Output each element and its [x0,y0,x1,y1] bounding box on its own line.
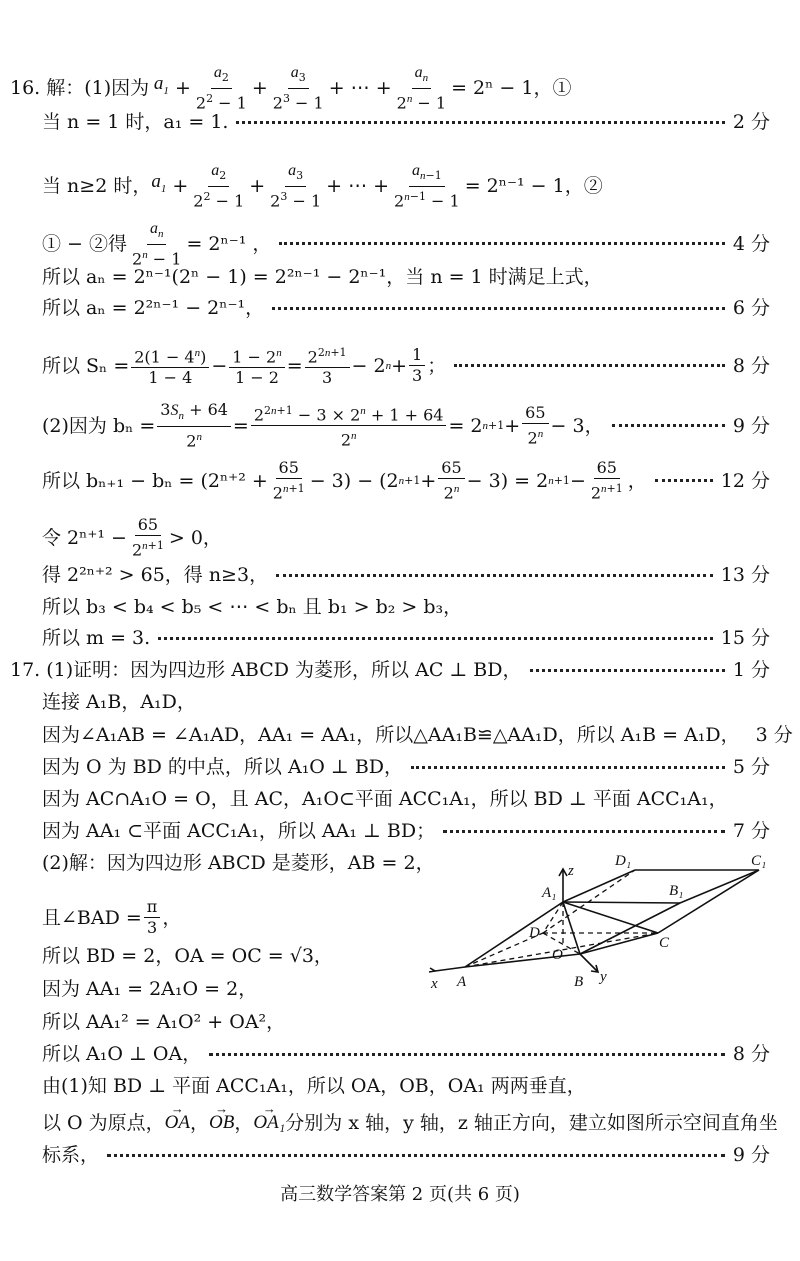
q17-l4-text: 因为 O 为 BD 的中点，所以 A₁O ⊥ BD， [42,756,404,778]
q17-line-5 [42,787,770,811]
leader-dots [272,307,725,310]
q16-l6-text: 所以 aₙ = 2²ⁿ⁻¹ − 2ⁿ⁻¹， [42,297,265,319]
vector-oa1: → OA₁ [253,1111,285,1135]
q17-line-15 [42,1143,770,1167]
leader-dots [209,1053,725,1056]
leader-dots [107,1154,725,1157]
edge-A1-C [563,902,658,933]
q16-line-9: 所以 bₙ₊₁ − bₙ = (2ⁿ⁺² + $\frac{65}{2^{n+1}}$ − 3) − (2 n+1 + $\frac{65}{2^n}$ − 3) = 2 n+1 − $\frac{65}{2^{n+1}}$ ， 12 分 [42,458,770,503]
label-B1: B₁ [669,883,684,899]
leader-dots [158,637,713,640]
q17-l15-text: 标系， [42,1144,100,1166]
q17-l12-text: 所以 A₁O ⊥ OA， [42,1043,202,1065]
q16-l7-lead: 所以 Sₙ = [42,354,130,377]
q16-line-3: 当 n≥2 时， $a_1$ + $\frac{a_2}{2^2 - 1}$ + $\frac{a_3}{2^3 - 1}$ + ⋯ + $\frac{a_{n-1}}{2^{n-1} - 1}$ = 2ⁿ⁻¹ − 1，② [42,162,603,211]
score: 12 分 [720,469,770,492]
label-z-axis: z [568,863,574,879]
q17-l14-tail: 分别为 x 轴，y 轴，z 轴正方向，建立如图所示空间直角坐 [285,1112,778,1134]
leader-dots [454,364,725,367]
vector-ob: → OB [209,1111,234,1135]
q17-l11-text: 所以 AA₁² = A₁O² + OA²， [42,1011,286,1033]
edge-B-C [580,933,658,954]
q16-line-13 [42,626,770,650]
score: 9 分 [732,414,770,437]
label-C: C [659,935,670,951]
score: 6 分 [732,297,770,319]
label-D1: D₁ [615,853,632,869]
leader-dots [655,479,713,482]
label-O: O [552,947,563,963]
q17-line-12 [42,1042,770,1066]
score: 5 分 [732,756,770,778]
q17-line-10 [42,977,420,1001]
q17-l1-text: 17. (1)证明：因为四边形 ABCD 为菱形，所以 AC ⊥ BD， [10,659,522,681]
q16-l9-lead: 所以 bₙ₊₁ − bₙ = (2ⁿ⁺² + [42,469,268,492]
q16-l4-tail: = 2ⁿ⁻¹ ， [186,232,272,255]
label-B: B [574,974,584,990]
vector-oa: → OA [165,1111,190,1135]
q16-l11-text: 得 2²ⁿ⁺² > 65，得 n≥3， [42,564,269,586]
label-y-axis: y [600,969,607,985]
y-axis-line [580,954,597,971]
score: 8 分 [732,1043,770,1065]
q17-line-8: 且∠BAD = $\frac{\pi}{3}$ ， [42,897,182,937]
q17-l7-text: (2)解：因为四边形 ABCD 是菱形，AB = 2， [42,852,435,874]
score: 3 分 [755,724,793,746]
q17-l14-lead: 以 O 为原点， [42,1112,165,1134]
edge-A1-B [563,902,580,954]
q16-line-7: 所以 Sₙ = $\frac{2(1 - 4^n)}{1 - 4}$ − $\frac{1 - 2^n}{1 - 2}$ = $\frac{2^{2n+1}}{3}$ − 2 n + $\frac{1}{3}$ ； 8 分 [42,343,770,388]
q17-line-2 [42,690,770,714]
q16-header: 16. 解：(1)因为 [10,76,150,99]
q17-l8-lead: 且∠BAD = [42,906,142,929]
q17-l10-text: 因为 AA₁ = 2A₁O = 2， [42,978,258,1000]
leader-dots [411,766,725,769]
q17-l6-text: 因为 AA₁ ⊂平面 ACC₁A₁，所以 AA₁ ⊥ BD； [42,820,436,842]
q16-line-10: 令 2ⁿ⁺¹ − $\frac{65}{2^{n+1}}$ > 0， [42,515,222,560]
score: 13 分 [720,564,770,586]
q16-line-12 [42,595,770,619]
edge-D-D1-hidden [543,870,635,933]
edge-A1-D-hidden [543,902,563,933]
q17-l5-text: 因为 AC∩A₁O = O，且 AC，A₁O⊂平面 ACC₁A₁，所以 BD ⊥ 平面 ACC₁A₁， [42,788,728,810]
leader-dots [612,424,725,427]
leader-dots [279,242,724,245]
score: 7 分 [732,820,770,842]
label-A1: A₁ [542,885,557,901]
score: 1 分 [732,659,770,681]
q16-line-5 [42,265,770,289]
label-A: A [457,974,467,990]
q16-l5-text: 所以 aₙ = 2ⁿ⁻¹(2ⁿ − 1) = 2²ⁿ⁻¹ − 2ⁿ⁻¹，当 n = 1 时满足上式， [42,266,603,288]
edge-C1-B1 [680,870,759,903]
label-D: D [529,925,540,941]
q16-l8-lead: (2)因为 bₙ = [42,414,156,437]
q16-l3-tail: = 2ⁿ⁻¹ − 1，② [464,174,603,197]
leader-dots [236,121,724,124]
q17-line-4 [42,755,770,779]
score: 8 分 [732,354,770,377]
q17-line-13 [42,1074,770,1098]
label-x-axis: x [431,976,438,992]
prism-figure [425,845,775,995]
score: 15 分 [720,627,770,649]
q17-line-1 [10,658,770,682]
score: 2 分 [732,111,770,133]
q16-line-6 [42,296,770,320]
leader-dots [276,574,713,577]
q16-line-8: (2)因为 bₙ = $\frac{3S_n + 64}{2^n}$ = $\frac{2^{2n+1} - 3 \times 2^n + 1 + 64}{2^n}$ = 2 n+1 + $\frac{65}{2^n}$ − 3， 9 分 [42,400,770,451]
leader-dots [443,830,725,833]
page-footer: 高三数学答案第 2 页(共 6 页) [280,1184,520,1205]
q17-l9-text: 所以 BD = 2，OA = OC = √3， [42,945,333,967]
q16-l10-tail: > 0， [168,526,222,549]
leader-dots [530,669,725,672]
q16-l13-text: 所以 m = 3. [42,627,151,649]
q16-l12-text: 所以 b₃ < b₄ < b₅ < ⋯ < bₙ 且 b₁ > b₂ > b₃， [42,596,463,618]
q16-line-4: ① − ②得 $\frac{a_n}{2^n - 1}$ = 2ⁿ⁻¹ ， 4 分 [42,220,770,269]
score: 4 分 [732,232,770,255]
q17-line-7 [42,851,435,875]
q16-eq1-tail: = 2ⁿ − 1，① [451,76,572,99]
q17-l2-text: 连接 A₁B，A₁D， [42,691,196,713]
q16-l3-lead: 当 n≥2 时， [42,174,152,197]
score: 9 分 [732,1144,770,1166]
q16-line-1: 16. 解：(1)因为 $a_1$ + $\frac{a_2}{2^2 - 1}$ + $\frac{a_3}{2^3 - 1}$ + ⋯ + $\frac{a_n}{2^n - 1}$ = 2ⁿ − 1，① [10,64,572,113]
x-axis-line [435,967,465,971]
q16-l4-lead: ① − ②得 [42,232,127,255]
edge-C1-C [658,870,759,933]
q17-l3-text: 因为∠A₁AB = ∠A₁AD，AA₁ = AA₁，所以△AA₁B≌△AA₁D，所以 A₁B = A₁D， [42,724,740,746]
q17-line-6 [42,819,770,843]
q16-line-2 [42,110,770,134]
q16-l10-lead: 令 2ⁿ⁺¹ − [42,526,127,549]
edge-A1-B1 [563,902,680,903]
q17-line-3 [42,723,793,747]
label-C1: C₁ [751,853,767,869]
q16-l2-text: 当 n = 1 时，a₁ = 1. [42,111,229,133]
q17-line-11 [42,1010,420,1034]
q17-line-14: 以 O 为原点， → OA ， → OB ， → OA₁ 分别为 x 轴，y 轴，z 轴正方向，建立如图所示空间直角坐 [42,1111,770,1135]
q16-line-11 [42,563,770,587]
q17-line-9 [42,944,420,968]
q17-l13-text: 由(1)知 BD ⊥ 平面 ACC₁A₁，所以 OA，OB，OA₁ 两两垂直， [42,1075,586,1097]
x-axis-arrow [429,968,435,972]
q17-l8-tail: ， [162,906,182,929]
q16-l8-tail: − 3， [550,414,604,437]
